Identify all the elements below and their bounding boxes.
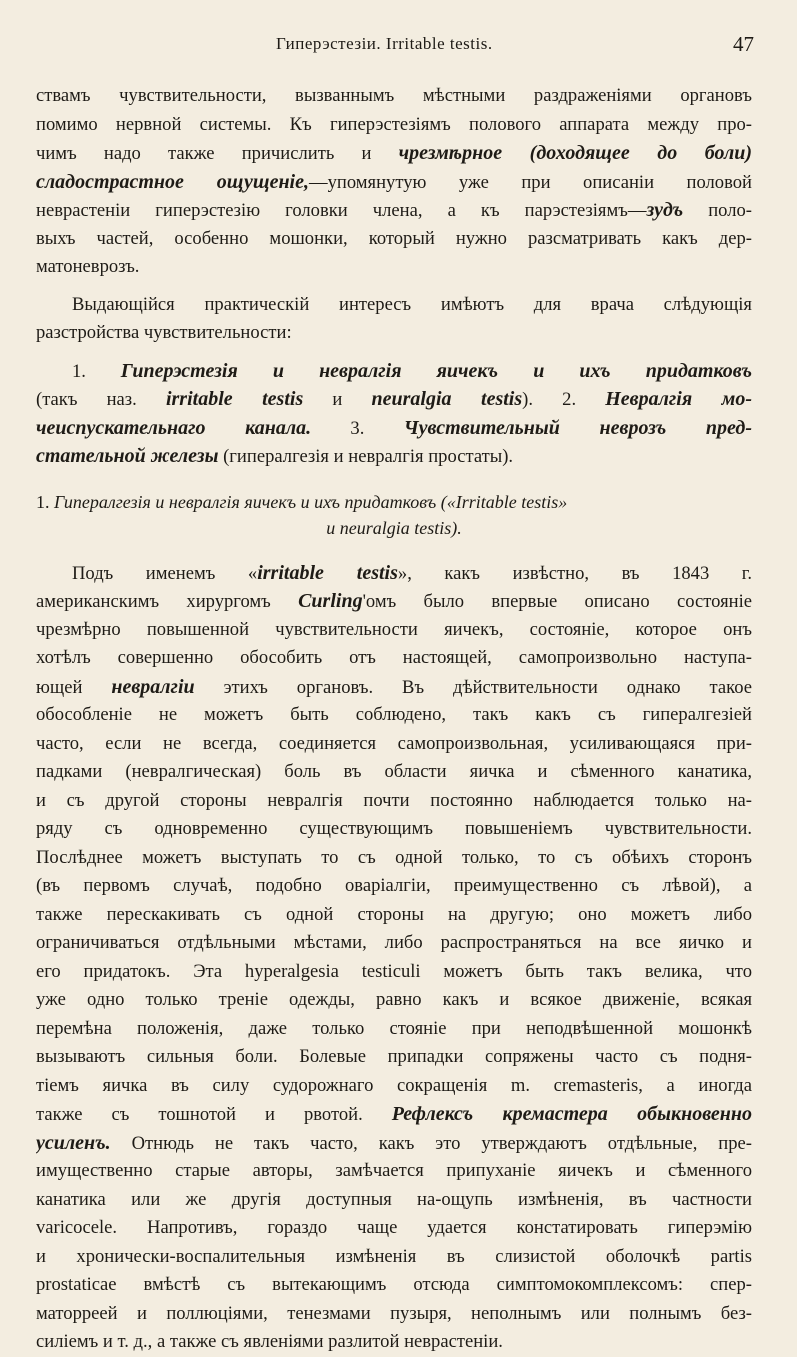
text-line [36, 559, 752, 588]
section-number: 1. [36, 491, 50, 512]
text-line [36, 1100, 752, 1129]
body-text [36, 82, 752, 1357]
text-run: irritable testis [257, 561, 398, 584]
text-run: помимо нервной системы. Къ гиперэстезiямъ полового аппарата между про- [36, 113, 752, 135]
running-head [0, 30, 797, 60]
text-line [36, 291, 752, 320]
paragraph-4 [36, 559, 752, 1357]
text-run: перемѣна положенiя, даже только стоянiе при неподвѣшенной мошонкѣ [36, 1017, 752, 1039]
text-run: матоневрозъ. [36, 256, 140, 277]
text-line [36, 872, 752, 901]
text-line [36, 901, 752, 930]
text-run: Послѣднее можетъ выступать то съ одной только, то съ обѣихъ сторонъ [36, 846, 752, 868]
text-run: Выдающiйся практическiй интересъ имѣютъ для врача слѣдующiя [72, 293, 752, 315]
text-run: сладострастное ощущенiе, [36, 170, 309, 193]
text-line [36, 139, 752, 168]
text-line [36, 758, 752, 787]
text-run: вызываютъ сильныя боли. Болевые припадки сопряжены часто съ подня- [36, 1046, 752, 1067]
text-run: ряду съ одновременно существующимъ повышенiемъ чувствительности. [36, 818, 752, 839]
text-line [36, 1186, 752, 1215]
page-number: 47 [733, 32, 754, 56]
text-run: чимъ надо также причислить и [36, 143, 399, 164]
text-run: зудъ [646, 199, 684, 221]
text-line [36, 844, 752, 873]
text-line [36, 225, 752, 254]
text-run: ствамъ чувствительности, вызваннымъ мѣстными раздраженiями органовъ [36, 85, 752, 106]
text-run: (такъ наз. [36, 389, 166, 410]
text-run: varicocele. Напротивъ, гораздо чаще удается констатировать гиперэмiю [36, 1217, 752, 1238]
text-line [36, 673, 752, 702]
text-run: маторреей и поллюцiями, тенезмами пузыря, неполнымъ или полнымъ без- [36, 1302, 752, 1324]
text-line [36, 168, 752, 197]
text-run: (гипералгезiя и невралгiя простаты). [218, 446, 514, 467]
text-run: его придатокъ. Эта hyperalgesia testiculi можетъ быть такъ велика, что [36, 960, 752, 982]
text-run: », какъ извѣстно, въ 1843 г. [397, 562, 752, 584]
text-run: чрезмѣрно повышенной чувствительности яичекъ, состоянiе, которое онъ [36, 618, 752, 640]
text-line [36, 644, 752, 673]
text-run: хотѣлъ совершенно обособить отъ настоящей, самопроизвольно наступа- [36, 647, 752, 668]
text-run: тiемъ яичка въ силу судорожнаго сокращенiя m. cremasteris, а иногда [36, 1074, 752, 1096]
text-run: падками (невралгическая) боль въ области яичка и сѣменного канатика, [36, 761, 752, 782]
text-line [36, 1271, 752, 1300]
text-run: уже одно только тренiе одежды, равно какъ и всякое движенiе, всякая [36, 989, 752, 1010]
text-line [36, 815, 752, 844]
text-run: 1. [72, 360, 121, 382]
text-run: разстройства чувствительности: [36, 322, 292, 343]
text-line [36, 111, 752, 140]
text-run: усиленъ. [36, 1131, 111, 1154]
text-line [36, 787, 752, 816]
text-line [36, 442, 752, 471]
text-run: Подъ именемъ « [72, 562, 258, 584]
section-heading-line-1 [36, 489, 752, 515]
text-line [36, 319, 752, 348]
text-line [36, 1043, 752, 1072]
text-line [36, 253, 752, 282]
text-run: Отнюдь не такъ часто, какъ это утверждаютъ отдѣльные, пре- [110, 1132, 752, 1154]
paragraph-1 [36, 82, 752, 282]
text-line [36, 958, 752, 987]
text-run: силiемъ и т. д., а также съ явленiями разлитой неврастенiи. [36, 1331, 503, 1352]
text-line [36, 385, 752, 414]
text-line [36, 701, 752, 730]
text-run: —упомянутую уже при описанiи половой [309, 171, 752, 193]
text-run: и съ другой стороны невралгiя почти постоянно наблюдается только на- [36, 789, 752, 811]
text-line [36, 414, 752, 443]
text-run: этихъ органовъ. Въ дѣйствительности однако такое [194, 676, 752, 698]
paragraph-2 [36, 291, 752, 348]
text-line [36, 1015, 752, 1044]
text-line [36, 929, 752, 958]
text-run: Чувствительный неврозъ пред- [403, 416, 752, 439]
text-run: канатика или же другiя доступныя на-ощупь измѣненiя, въ частности [36, 1188, 752, 1210]
text-run: neuralgia testis [371, 388, 523, 410]
text-line [36, 616, 752, 645]
text-run: 'омъ было впервые описано состоянiе [362, 591, 752, 612]
paragraph-3 [36, 357, 752, 471]
text-run: и [303, 389, 372, 410]
text-run: поло- [683, 200, 752, 221]
text-run: ). 2. [522, 389, 606, 410]
text-line [36, 1328, 752, 1357]
section-title-1: Гипералгезiя и невралгiя яичекъ и ихъ придатковъ («Irritable testis» [54, 491, 568, 512]
text-run: чеиспускательнаго канала. [36, 416, 312, 439]
text-line [36, 986, 752, 1015]
text-run: обособленiе не можетъ быть соблюдено, такъ какъ съ гипералгезiей [36, 704, 752, 725]
text-run: выхъ частей, особенно мошонки, который нужно разсматривать какъ дер- [36, 227, 752, 249]
text-line [36, 1300, 752, 1329]
text-run: также перескакивать съ одной стороны на другую; оно можетъ либо [36, 903, 752, 925]
text-run: (въ первомъ случаѣ, подобно оварiалгiи, преимущественно съ лѣвой), а [36, 875, 752, 896]
running-title: Гиперэстезiи. Irritable testis. [276, 34, 493, 53]
text-run: стательной железы [36, 445, 219, 467]
text-run: невралгiи [111, 675, 195, 698]
text-run: американскимъ хирургомъ [36, 591, 299, 612]
text-run: Невралгiя мо- [605, 388, 752, 410]
text-run: часто, если не всегда, соединяется самопроизвольная, усиливающаяся при- [36, 732, 752, 754]
text-line [36, 1129, 752, 1158]
text-run: Рефлексъ кремастера обыкновенно [391, 1103, 752, 1125]
text-run: ющей [36, 676, 112, 698]
text-line [36, 1072, 752, 1101]
text-run: prostaticae вмѣстѣ съ вытекающимъ отсюда симптомокомплексомъ: спер- [36, 1274, 752, 1295]
text-run: имущественно старые авторы, замѣчается припуханiе яичекъ и сѣменного [36, 1160, 752, 1181]
text-line [36, 730, 752, 759]
text-line [36, 1243, 752, 1272]
text-run: неврастенiи гиперэстезiю головки члена, а къ парэстезiямъ— [36, 200, 647, 221]
text-run: также съ тошнотой и рвотой. [36, 1104, 392, 1125]
text-run: 3. [311, 417, 404, 439]
text-line [36, 196, 752, 225]
text-line [36, 357, 752, 386]
text-run: чрезмѣрное (доходящее до боли) [398, 142, 752, 164]
text-line [36, 1214, 752, 1243]
text-run: irritable testis [165, 388, 304, 410]
text-run: Гиперэстезiя и невралгiя яичекъ и ихъ придатковъ [120, 359, 752, 382]
text-line [36, 1157, 752, 1186]
text-run: ограничиваться отдѣльными мѣстами, либо распространяться на все яичко и [36, 932, 752, 953]
text-run: и хронически-воспалительныя измѣненiя въ слизистой оболочкѣ partis [36, 1245, 752, 1267]
text-line [36, 82, 752, 111]
section-heading-line-2: и neuralgia testis). [326, 517, 462, 538]
text-run: Curling [298, 590, 363, 612]
text-line [36, 587, 752, 616]
